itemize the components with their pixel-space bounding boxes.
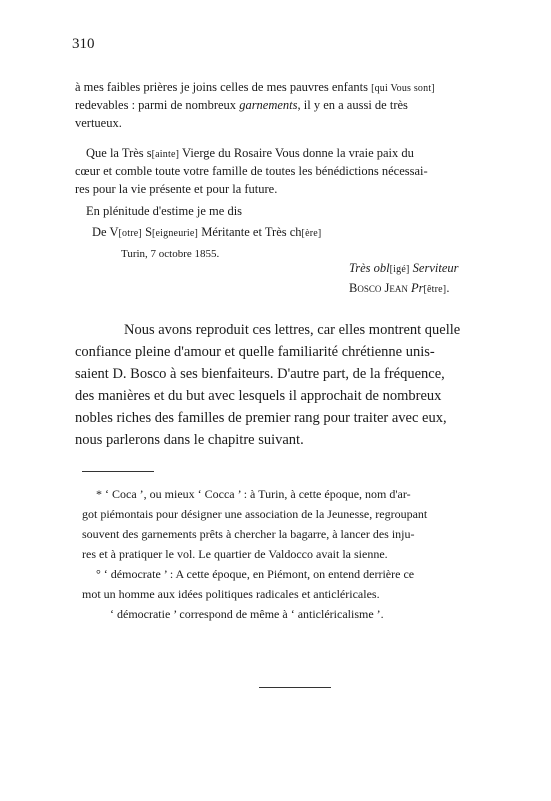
letter-line: res pour la vie présente et pour la future.	[75, 182, 278, 196]
body-line: saient D. Bosco à ses bienfaiteurs. D'autre part, de la fréquence,	[75, 366, 445, 382]
letter-signature-name: Bosco Jean Pr[être].	[349, 281, 450, 295]
body-line: confiance pleine d'amour et quelle familiarité chrétienne unis-	[75, 344, 435, 360]
page-number: 310	[72, 36, 95, 52]
footnote-line: souvent des garnements prêts à chercher la bagarre, à lancer des inju-	[82, 527, 415, 541]
letter-line: Que la Très s[ainte] Vierge du Rosaire Vous donne la vraie paix du	[86, 146, 414, 160]
footnote-line: * ‘ Coca ’, ou mieux ‘ Cocca ’ : à Turin, à cette époque, nom d'ar-	[96, 487, 411, 501]
end-divider	[259, 687, 331, 688]
body-line: nous parlerons dans le chapitre suivant.	[75, 432, 304, 448]
footnote-line: ° ‘ démocrate ’ : A cette époque, en Piémont, on entend derrière ce	[96, 567, 415, 581]
letter-line: redevables : parmi de nombreux garnements, il y en a aussi de très	[75, 98, 408, 112]
body-line: Nous avons reproduit ces lettres, car elles montrent quelle	[124, 322, 461, 338]
footnote-divider	[82, 471, 154, 472]
footnote-line: ‘ démocratie ’ correspond de même à ‘ anticléricalisme ’.	[110, 607, 384, 621]
letter-date: Turin, 7 octobre 1855.	[121, 248, 220, 260]
letter-line: cœur et comble toute votre famille de toutes les bénédictions nécessai-	[75, 164, 428, 178]
footnote-line: res et à pratiquer le vol. Le quartier de Valdocco avait la sienne.	[82, 547, 388, 561]
body-line: nobles riches des familles de premier rang pour traiter avec eux,	[75, 410, 447, 426]
letter-signature-title: Très obl[igé] Serviteur	[349, 261, 459, 275]
footnote-line: got piémontais pour désigner une association de la Jeunesse, regroupant	[82, 507, 428, 521]
letter-line: De V[otre] S[eigneurie] Méritante et Très ch[ère]	[92, 225, 322, 239]
letter-line: En plénitude d'estime je me dis	[86, 204, 243, 218]
letter-line: vertueux.	[75, 116, 122, 130]
body-line: des manières et du but avec lesquels il approchait de nombreux	[75, 388, 442, 404]
letter-line: à mes faibles prières je joins celles de mes pauvres enfants [qui Vous sont]	[75, 80, 435, 94]
footnote-line: mot un homme aux idées politiques radicales et anticléricales.	[82, 587, 380, 601]
